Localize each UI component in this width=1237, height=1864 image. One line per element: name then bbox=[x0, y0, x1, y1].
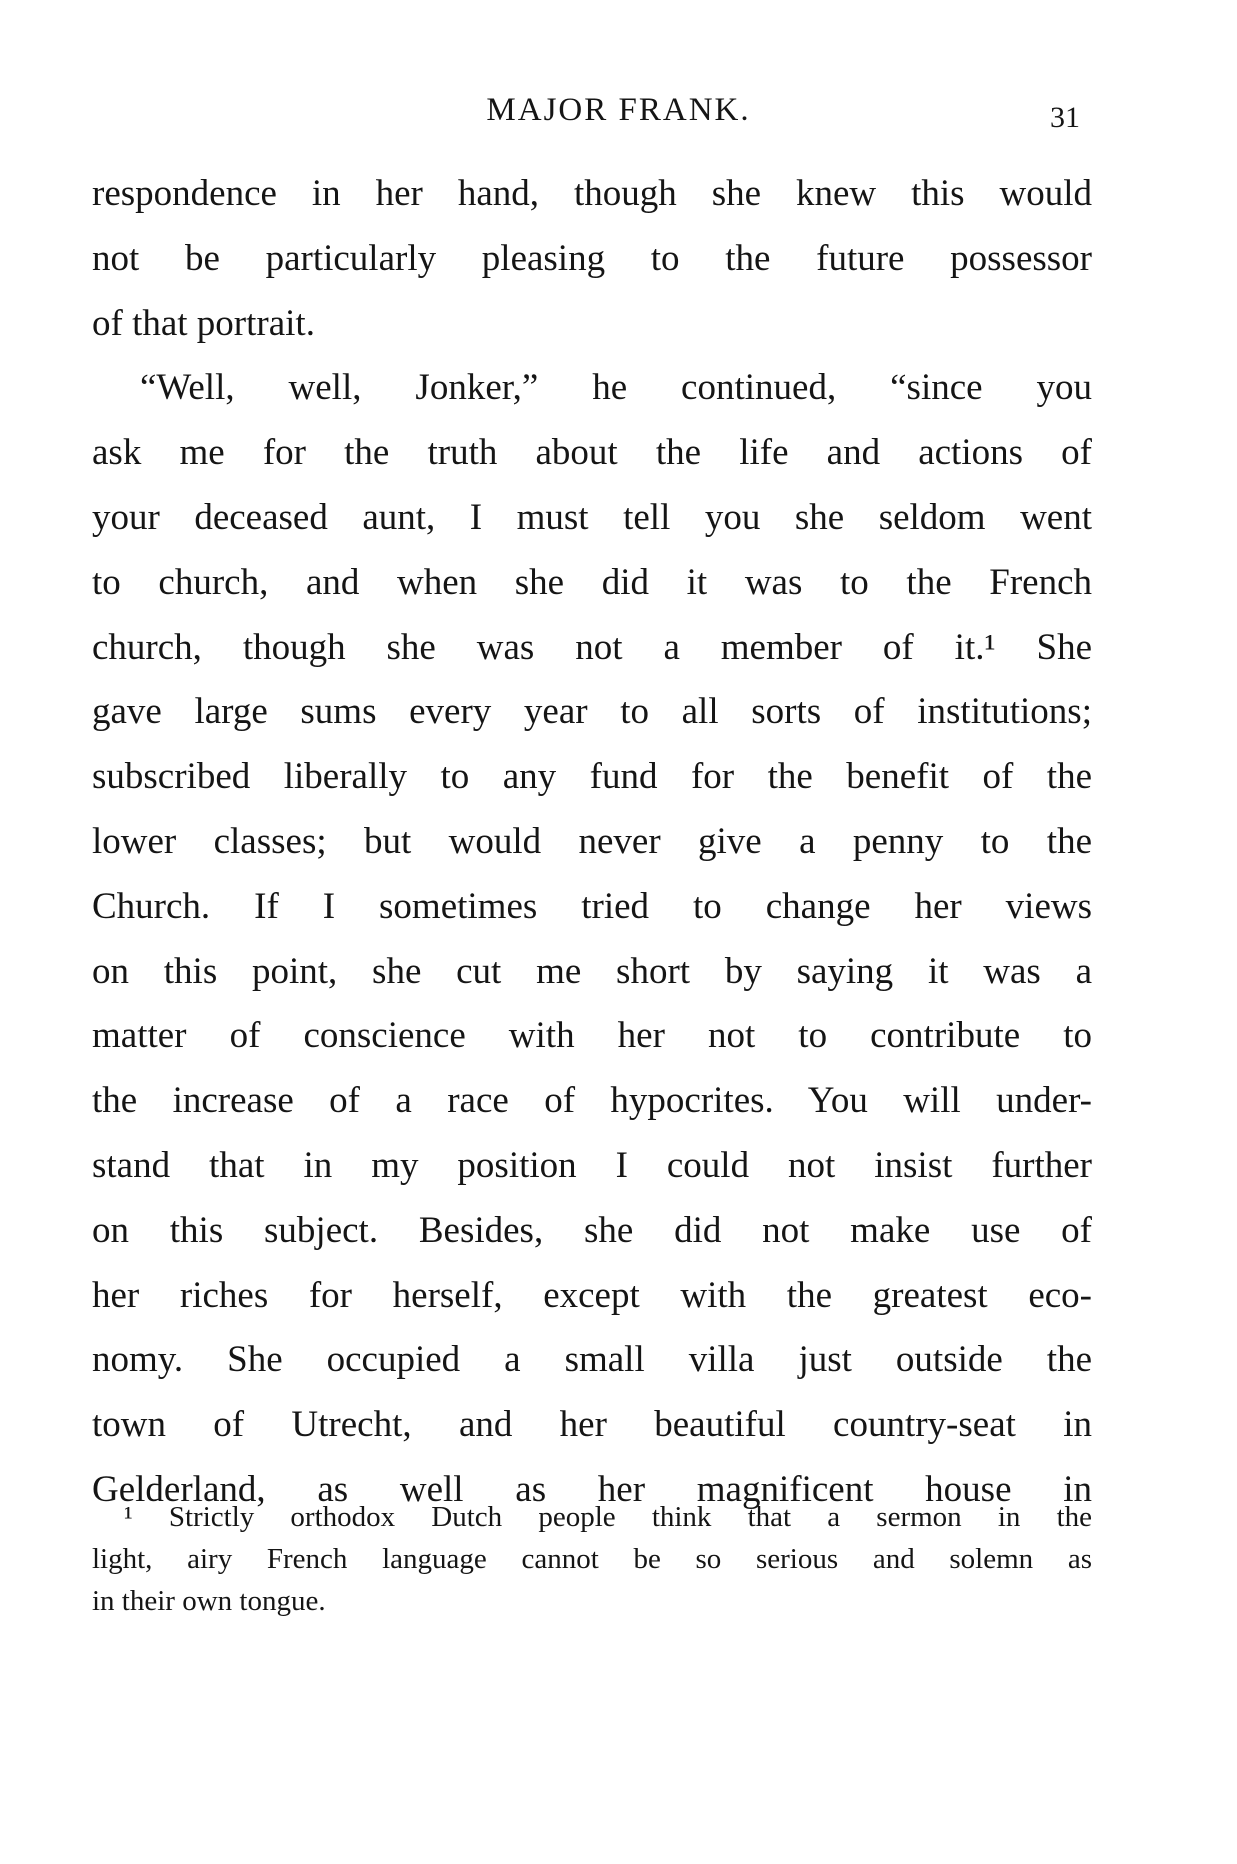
text-line: ask me for the truth about the life and actions of bbox=[92, 432, 1092, 474]
body-text bbox=[92, 162, 1092, 1523]
text-line: on this subject. Besides, she did not make use of bbox=[92, 1209, 1092, 1251]
text-line: “Well, well, Jonker,” he continued, “since you bbox=[140, 367, 1092, 409]
text-line: not be particularly pleasing to the future possessor bbox=[92, 237, 1092, 279]
text-line: respondence in her hand, though she knew this would bbox=[92, 173, 1092, 214]
text-line: church, though she was not a member of it.¹ She bbox=[92, 626, 1092, 668]
text-line: Gelderland, as well as her magnificent house in bbox=[92, 1468, 1092, 1510]
text-line: lower classes; but would never give a penny to the bbox=[92, 820, 1092, 862]
text-line: stand that in my position I could not insist further bbox=[92, 1144, 1092, 1186]
text-line: Church. If I sometimes tried to change her views bbox=[92, 885, 1092, 927]
text-line: the increase of a race of hypocrites. You will under- bbox=[92, 1080, 1092, 1122]
text-line: nomy. She occupied a small villa just outside the bbox=[92, 1339, 1092, 1381]
text-line: gave large sums every year to all sorts of institutions; bbox=[92, 691, 1092, 733]
running-title: MAJOR FRANK. bbox=[486, 92, 751, 128]
text-line: of that portrait. bbox=[92, 302, 315, 344]
text-line: on this point, she cut me short by saying it was a bbox=[92, 950, 1092, 992]
text-line: her riches for herself, except with the greatest eco- bbox=[92, 1274, 1092, 1316]
footnote-line: light, airy French language cannot be so serious and solemn as bbox=[92, 1543, 1092, 1575]
footnote-line: ¹ Strictly orthodox Dutch people think that a sermon in the bbox=[124, 1501, 1092, 1533]
page-number: 31 bbox=[1050, 101, 1080, 134]
text-line: to church, and when she did it was to the French bbox=[92, 561, 1092, 603]
text-line: town of Utrecht, and her beautiful country-seat in bbox=[92, 1404, 1092, 1446]
text-line: your deceased aunt, I must tell you she seldom went bbox=[92, 496, 1092, 538]
text-line: subscribed liberally to any fund for the benefit of the bbox=[92, 756, 1092, 798]
text-line: matter of conscience with her not to contribute to bbox=[92, 1015, 1092, 1057]
footnote bbox=[92, 1496, 1092, 1622]
footnote-line: in their own tongue. bbox=[92, 1585, 326, 1617]
